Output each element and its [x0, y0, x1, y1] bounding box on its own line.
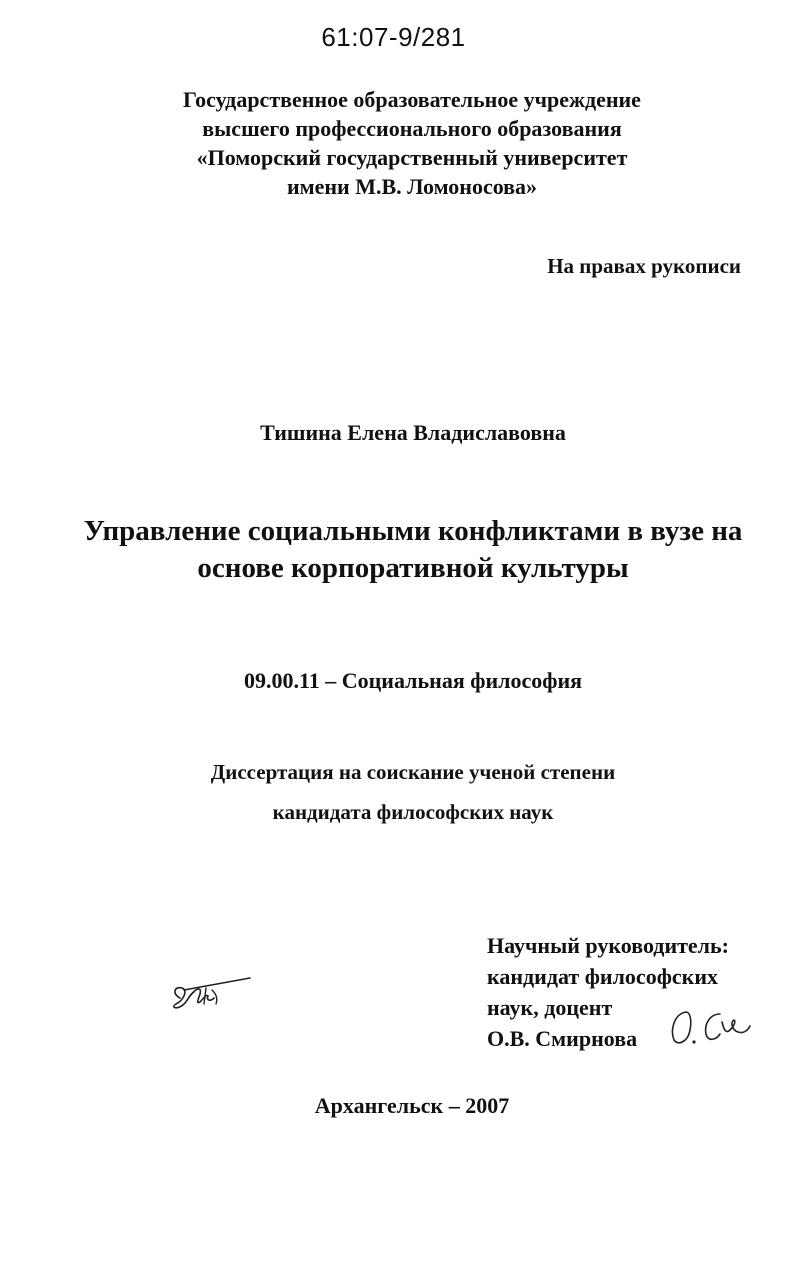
title-line-1: Управление социальными конфликтами в вузе на [83, 515, 743, 547]
place-and-year: Архангельск – 2007 [314, 1093, 510, 1118]
degree-line-1: Диссертация на соискание ученой степени [210, 760, 616, 784]
manuscript-rights: На правах рукописи [547, 254, 741, 278]
institution-block [0, 85, 797, 201]
institution-line-3: «Поморский государственный университет [196, 145, 628, 170]
advisor-title-line-1: кандидат философских [487, 964, 719, 989]
catalog-code [0, 22, 797, 53]
dissertation-title [0, 513, 797, 587]
specialty-code: 09.00.11 – Социальная философия [243, 668, 583, 693]
advisor-signature [664, 1000, 756, 1050]
institution-line-4: имени М.В. Ломоносова» [286, 174, 538, 199]
advisor-name: О.В. Смирнова [487, 1026, 638, 1051]
catalog-code-text: 61:07-9/281 [321, 22, 466, 52]
institution-line-1: Государственное образовательное учреждение [183, 87, 641, 112]
advisor-heading: Научный руководитель: [487, 933, 729, 958]
degree-block [0, 752, 797, 832]
author-signature [166, 968, 258, 1016]
author-name: Тишина Елена Владиславовна [260, 420, 566, 445]
degree-line-2: кандидата философских наук [272, 800, 554, 824]
institution-line-2: высшего профессионального образования [202, 116, 622, 141]
advisor-title-line-2: наук, доцент [487, 995, 613, 1020]
title-line-2: основе корпоративной культуры [197, 552, 629, 584]
